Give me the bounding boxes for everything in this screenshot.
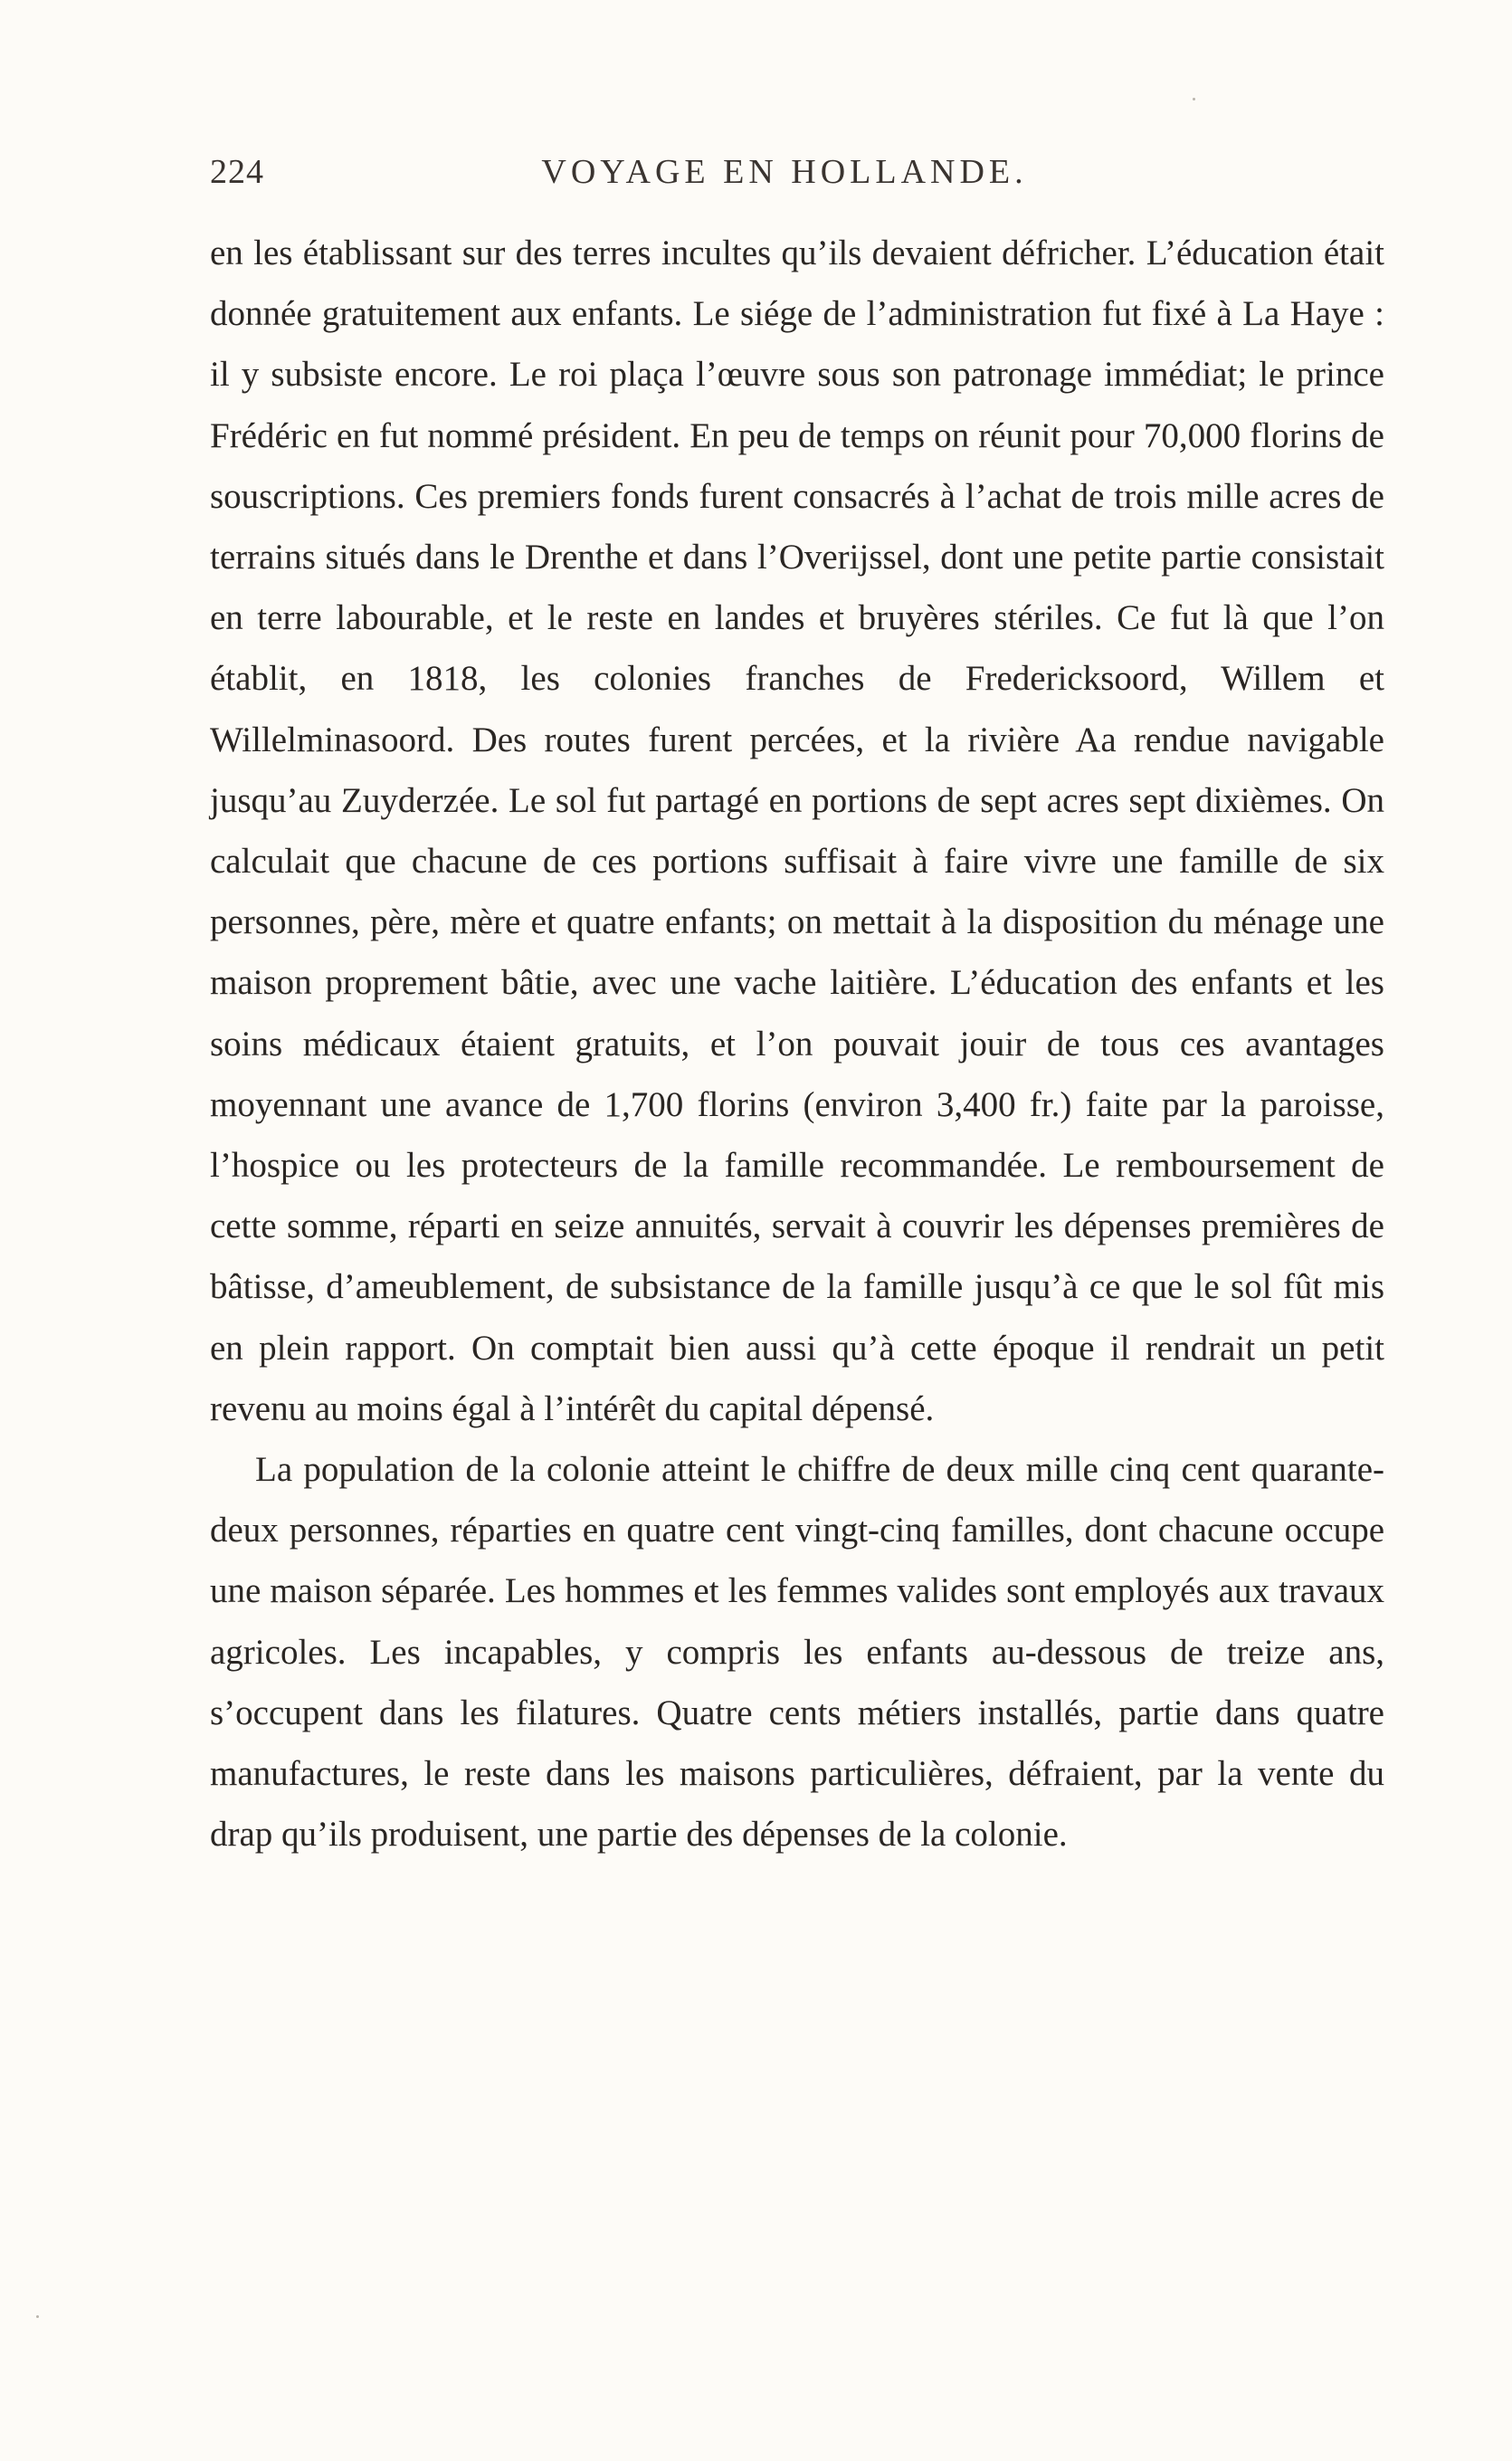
- paper-speck: [36, 2315, 39, 2318]
- paper-speck: [1193, 98, 1195, 100]
- page-number: 224: [210, 153, 264, 191]
- running-title: VOYAGE EN HOLLANDE.: [541, 153, 1028, 191]
- paragraph-2: La population de la colonie atteint le chiffre de deux mille cinq cent quarante-deux personnes, réparties en quatre cent vingt-cinq familles, dont chacune occupe une maison séparée. Les hommes et les femmes valides sont employés aux travaux agricoles. Les incapables, y compris les enfants au-dessous de treize ans, s’occupent dans les filatures. Quatre cents métiers installés, partie dans quatre manufactures, le reste dans les maisons particulières, défraient, par la vente du drap qu’ils produisent, une partie des dépenses de la colonie.: [210, 1450, 1384, 1855]
- body-text: [210, 223, 1384, 1865]
- page-header: [210, 152, 1386, 206]
- paragraph-1: en les établissant sur des terres incultes qu’ils devaient défricher. L’éducation était donnée gratuitement aux enfants. Le siége de l’administration fut fixé à La Haye : il y subsiste encore. Le roi plaça l’œuvre sous son patronage immédiat; le prince Frédéric en fut nommé président. En peu de temps on réunit pour 70,000 florins de souscriptions. Ces premiers fonds furent consacrés à l’achat de trois mille acres de terrains situés dans le Drenthe et dans l’Overijssel, dont une petite partie consistait en terre labourable, et le reste en landes et bruyères stériles. Ce fut là que l’on établit, en 1818, les colonies franches de Fredericksoord, Willem et Willelminasoord. Des routes furent percées, et la rivière Aa rendue navigable jusqu’au Zuyderzée. Le sol fut partagé en portions de sept acres sept dixièmes. On calculait que chacune de ces portions suffisait à faire vivre une famille de six personnes, père, mère et quatre enfants; on mettait à la disposition du ménage une maison proprement bâtie, avec une vache laitière. L’éducation des enfants et les soins médicaux étaient gratuits, et l’on pouvait jouir de tous ces avantages moyennant une avance de 1,700 florins (environ 3,400 fr.) faite par la paroisse, l’hospice ou les protecteurs de la famille recommandée. Le remboursement de cette somme, réparti en seize annuités, servait à couvrir les dépenses premières de bâtisse, d’ameublement, de subsistance de la famille jusqu’à ce que le sol fût mis en plein rapport. On comptait bien aussi qu’à cette époque il rendrait un petit revenu au moins égal à l’intérêt du capital dépensé.: [210, 234, 1384, 1428]
